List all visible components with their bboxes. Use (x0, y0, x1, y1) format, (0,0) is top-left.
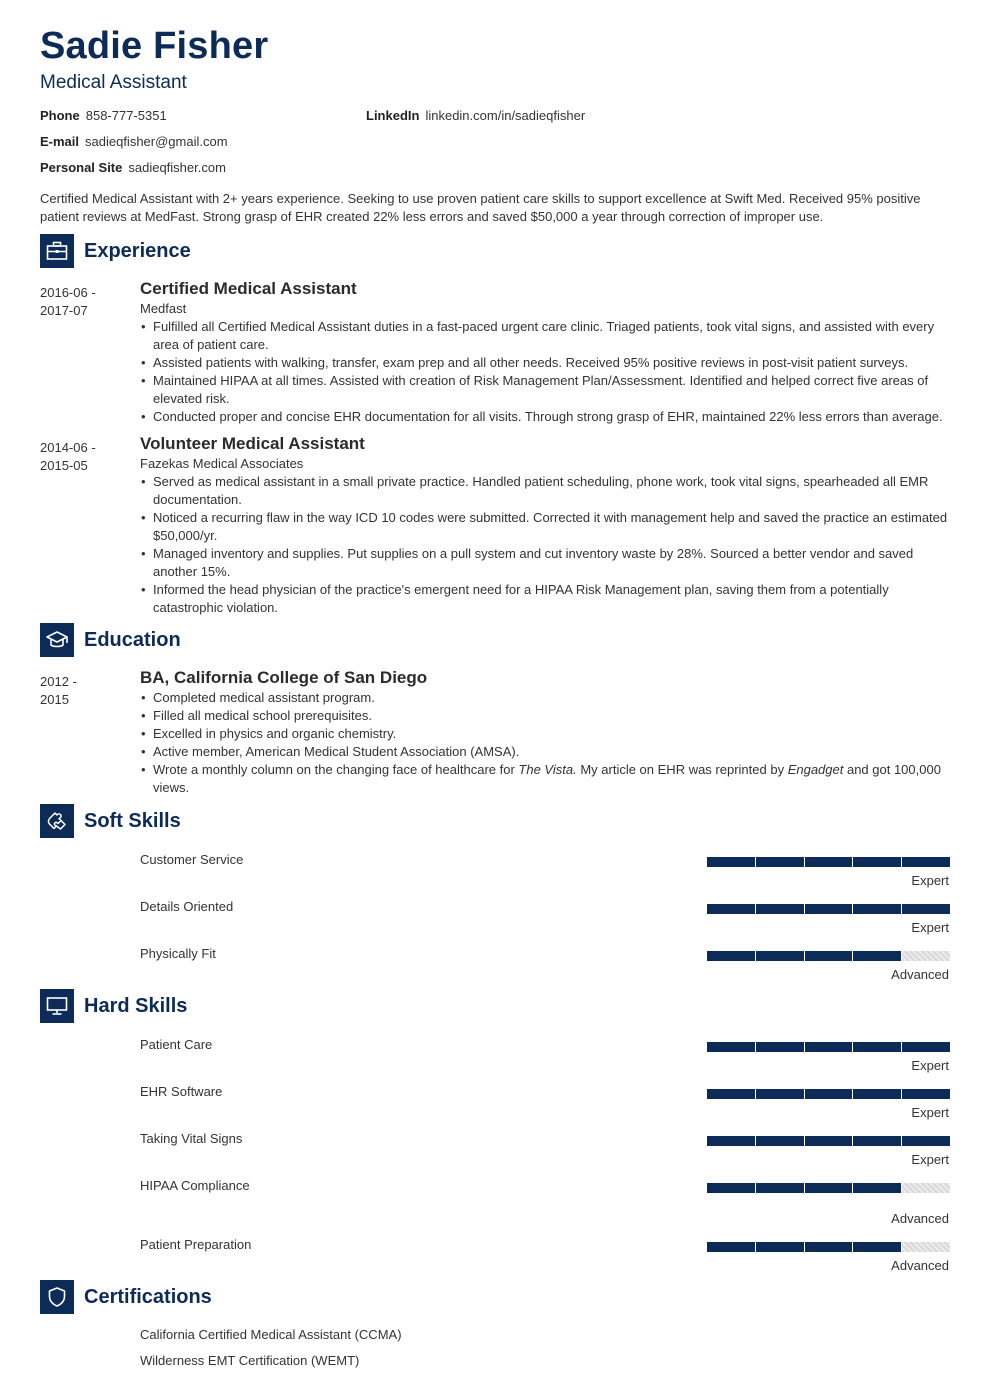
list-item: • Maintained HIPAA at all times. Assisted with creation of Risk Management Plan/Assessment. Identified and helped correct five areas of elevated risk. (140, 372, 950, 408)
skill-rating-bar (707, 1183, 950, 1193)
entry-dates (40, 673, 120, 709)
briefcase-icon (40, 234, 74, 268)
rating-segment-filled (853, 1242, 901, 1252)
skill-rating-bar (707, 1242, 950, 1252)
contact-phone (40, 108, 167, 124)
soft-skills-header (40, 804, 950, 838)
rating-segment-filled (707, 1089, 755, 1099)
email-value: sadieqfisher@gmail.com (85, 134, 228, 149)
linkedin-value: linkedin.com/in/sadieqfisher (425, 108, 586, 123)
skill-row (40, 848, 950, 895)
rating-segment-filled (756, 951, 804, 961)
job-bullets (140, 318, 950, 426)
email-label: E-mail (40, 134, 80, 149)
skill-name: Physically Fit (140, 946, 216, 961)
rating-segment-filled (853, 1089, 901, 1099)
rating-segment-filled (805, 1242, 853, 1252)
list-item: • Fulfilled all Certified Medical Assistant duties in a fast-paced urgent care clinic. Triaged patients, took vital signs, and assisted with every area of patient care. (140, 318, 950, 354)
rating-segment-filled (756, 1136, 804, 1146)
skill-row (40, 942, 950, 989)
rating-segment-filled (902, 1136, 950, 1146)
rating-segment-filled (805, 857, 853, 867)
skill-level: Expert (911, 1105, 949, 1120)
rating-segment-filled (707, 1242, 755, 1252)
candidate-title: Medical Assistant (40, 72, 187, 93)
soft-skills-list (40, 848, 950, 989)
date-start: 2012 - (40, 674, 77, 689)
date-end: 2017-07 (40, 303, 88, 318)
skill-name: Details Oriented (140, 899, 234, 914)
rating-segment-filled (805, 1089, 853, 1099)
skill-level: Expert (911, 873, 949, 888)
bullet-text: and got 100,000 views. (153, 762, 941, 795)
list-item: • Completed medical assistant program. (140, 689, 950, 707)
education-title: Education (84, 629, 181, 651)
publication-name: The Vista. (518, 762, 577, 777)
candidate-name: Sadie Fisher (40, 25, 269, 67)
job-bullets (140, 473, 950, 617)
education-header (40, 623, 950, 657)
skill-rating-bar (707, 904, 950, 914)
contact-info (40, 108, 950, 186)
rating-segment-filled (756, 904, 804, 914)
skill-row (40, 1033, 950, 1080)
experience-entry (40, 433, 950, 617)
puzzle-icon (40, 804, 74, 838)
skill-name: EHR Software (140, 1084, 223, 1099)
date-end: 2015-05 (40, 458, 88, 473)
site-label: Personal Site (40, 160, 123, 175)
rating-segment-filled (902, 857, 950, 867)
skill-row (40, 1127, 950, 1174)
skill-level: Advanced (891, 967, 949, 982)
list-item: • Filled all medical school prerequisites. (140, 707, 950, 725)
date-start: 2014-06 - (40, 440, 96, 455)
skill-level: Expert (911, 920, 949, 935)
list-item: • Assisted patients with walking, transfer, exam prep and all other needs. Received 95% positive reviews in post-visit patient surveys. (140, 354, 950, 372)
job-title: Volunteer Medical Assistant (140, 434, 365, 453)
summary: Certified Medical Assistant with 2+ years experience. Seeking to use proven patient care skills to support excellence at Swift Med. Received 95% positive patient reviews at MedFast. Strong grasp of EHR created 22% less errors and saved $50,000 a year through correction of improper use. (40, 191, 921, 224)
rating-segment-filled (902, 1089, 950, 1099)
skill-level: Advanced (891, 1258, 949, 1273)
rating-segment-empty (902, 951, 950, 961)
rating-segment-filled (707, 904, 755, 914)
job-title: Certified Medical Assistant (140, 279, 357, 298)
phone-label: Phone (40, 108, 80, 123)
skill-name: Customer Service (140, 852, 244, 867)
rating-segment-filled (805, 951, 853, 961)
shield-icon (40, 1280, 74, 1314)
education-bullets (140, 689, 950, 797)
rating-segment-filled (756, 857, 804, 867)
skill-rating-bar (707, 1089, 950, 1099)
skill-row (40, 1080, 950, 1127)
rating-segment-filled (756, 1183, 804, 1193)
experience-title: Experience (84, 240, 191, 262)
bullet-text: My article on EHR was reprinted by (576, 762, 788, 777)
certifications-list (40, 1326, 950, 1370)
rating-segment-empty (902, 1183, 950, 1193)
skill-rating-bar (707, 1042, 950, 1052)
education-entry (40, 667, 950, 797)
rating-segment-filled (853, 1183, 901, 1193)
skill-row (40, 1174, 950, 1233)
rating-segment-filled (902, 1042, 950, 1052)
certification-item: California Certified Medical Assistant (CCMA) (140, 1327, 402, 1342)
skill-row (40, 895, 950, 942)
employer: Fazekas Medical Associates (140, 456, 304, 471)
hard-skills-title: Hard Skills (84, 995, 188, 1017)
hard-skills-header (40, 989, 950, 1023)
rating-segment-filled (707, 857, 755, 867)
rating-segment-filled (902, 904, 950, 914)
list-item: • Active member, American Medical Student Association (AMSA). (140, 743, 950, 761)
date-end: 2015 (40, 692, 69, 707)
skill-row (40, 1233, 950, 1280)
list-item: • Conducted proper and concise EHR documentation for all visits. Through strong grasp of EHR, maintained 22% less errors than average. (140, 408, 950, 426)
rating-segment-filled (707, 1183, 755, 1193)
rating-segment-filled (707, 1042, 755, 1052)
experience-header (40, 234, 950, 268)
skill-name: HIPAA Compliance (140, 1178, 250, 1193)
skill-name: Patient Preparation (140, 1237, 252, 1252)
certifications-title: Certifications (84, 1286, 212, 1308)
rating-segment-filled (805, 904, 853, 914)
resume (40, 24, 950, 1370)
rating-segment-filled (805, 1136, 853, 1146)
rating-segment-filled (853, 951, 901, 961)
rating-segment-filled (853, 1042, 901, 1052)
contact-email (40, 134, 228, 150)
certification-item: Wilderness EMT Certification (WEMT) (140, 1353, 360, 1368)
certifications-header (40, 1280, 950, 1314)
soft-skills-title: Soft Skills (84, 810, 181, 832)
list-item: • Noticed a recurring flaw in the way ICD 10 codes were submitted. Corrected it with management help and saved the practice an estimated $50,000/yr. (140, 509, 950, 545)
monitor-icon (40, 989, 74, 1023)
skill-rating-bar (707, 951, 950, 961)
contact-linkedin (366, 108, 585, 124)
rating-segment-filled (756, 1089, 804, 1099)
skill-level: Expert (911, 1152, 949, 1167)
rating-segment-filled (756, 1242, 804, 1252)
rating-segment-filled (805, 1042, 853, 1052)
skill-name: Patient Care (140, 1037, 213, 1052)
list-item: • Served as medical assistant in a small private practice. Handled patient scheduling, phone work, took vital signs, spearheaded all EMR documentation. (140, 473, 950, 509)
skill-rating-bar (707, 1136, 950, 1146)
rating-segment-filled (853, 904, 901, 914)
date-start: 2016-06 - (40, 285, 96, 300)
phone-value: 858-777-5351 (85, 108, 167, 123)
site-value: sadieqfisher.com (128, 160, 226, 175)
skill-level: Advanced (891, 1211, 949, 1226)
rating-segment-filled (707, 951, 755, 961)
contact-site (40, 160, 226, 176)
experience-entry (40, 278, 950, 426)
list-item: • Informed the head physician of the practice's emergent need for a HIPAA Risk Management plan, saving them from a potentially catastrophic violation. (140, 581, 950, 617)
publication-name: Engadget (787, 762, 844, 777)
rating-segment-empty (902, 1242, 950, 1252)
skill-name: Taking Vital Signs (140, 1131, 243, 1146)
rating-segment-filled (853, 857, 901, 867)
rating-segment-filled (805, 1183, 853, 1193)
bullet-text: Wrote a monthly column on the changing face of healthcare for (153, 762, 519, 777)
hard-skills-list (40, 1033, 950, 1280)
skill-level: Expert (911, 1058, 949, 1073)
list-item: • Excelled in physics and organic chemistry. (140, 725, 950, 743)
rating-segment-filled (707, 1136, 755, 1146)
rating-segment-filled (756, 1042, 804, 1052)
entry-dates (40, 439, 120, 475)
skill-rating-bar (707, 857, 950, 867)
linkedin-label: LinkedIn (366, 108, 420, 123)
list-item: • Managed inventory and supplies. Put supplies on a pull system and cut inventory waste by 28%. Sourced a better vendor and saved another 15%. (140, 545, 950, 581)
graduation-cap-icon (40, 623, 74, 657)
list-item (140, 761, 950, 797)
degree-title: BA, California College of San Diego (140, 668, 428, 687)
entry-dates (40, 284, 120, 320)
rating-segment-filled (853, 1136, 901, 1146)
employer: Medfast (140, 301, 187, 316)
